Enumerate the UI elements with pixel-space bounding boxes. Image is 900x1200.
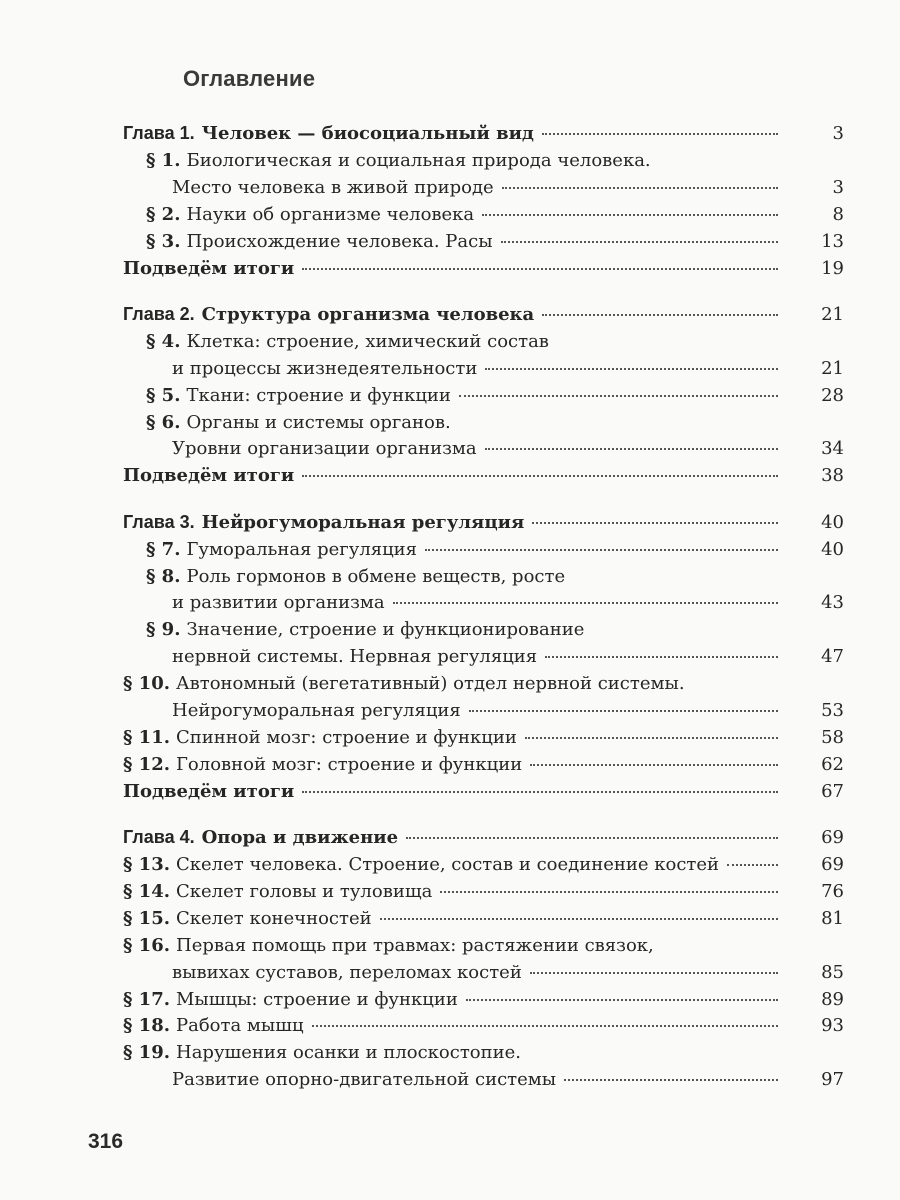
page-ref: 3 bbox=[832, 176, 844, 198]
section-number: § 17. bbox=[123, 988, 170, 1010]
section-title-line: и развитии организма bbox=[172, 592, 385, 614]
summary-label: Подведём итоги bbox=[123, 465, 295, 487]
dot-leader bbox=[469, 710, 778, 712]
toc-section-entry[interactable] bbox=[0, 358, 900, 384]
dot-leader bbox=[542, 133, 778, 135]
page-ref: 67 bbox=[821, 780, 844, 802]
toc-section-entry[interactable] bbox=[0, 412, 900, 438]
toc-chapter-entry[interactable] bbox=[0, 123, 900, 149]
chapter-label: Глава 2. bbox=[123, 303, 195, 324]
section-title-line: вывихах суставов, переломах костей bbox=[172, 961, 522, 983]
toc-section-entry[interactable] bbox=[0, 177, 900, 203]
dot-leader bbox=[501, 241, 778, 243]
dot-leader bbox=[545, 656, 778, 658]
section-number: § 5. bbox=[146, 384, 181, 406]
toc-section-entry[interactable] bbox=[0, 1042, 900, 1068]
section-title-line: Скелет конечностей bbox=[176, 907, 372, 929]
section-number: § 4. bbox=[146, 330, 181, 352]
toc-section-entry[interactable] bbox=[0, 935, 900, 961]
section-title-line: Скелет головы и туловища bbox=[176, 880, 433, 902]
toc-section-entry[interactable] bbox=[0, 1069, 900, 1095]
section-title-line: Науки об организме человека bbox=[186, 203, 475, 225]
section-title-line: Значение, строение и функционирование bbox=[186, 619, 585, 641]
page-ref: 93 bbox=[821, 1015, 844, 1037]
toc-section-entry[interactable] bbox=[0, 673, 900, 699]
dot-leader bbox=[302, 268, 778, 270]
section-title-line: Спинной мозг: строение и функции bbox=[176, 726, 517, 748]
dot-leader bbox=[302, 475, 778, 477]
section-title-line: Головной мозг: строение и функции bbox=[176, 753, 523, 775]
toc-summary-entry[interactable] bbox=[0, 465, 900, 491]
section-number: § 11. bbox=[123, 726, 170, 748]
section-title-line: нервной системы. Нервная регуляция bbox=[172, 646, 538, 668]
section-title-line: Биологическая и социальная природа человека. bbox=[186, 149, 651, 171]
page-ref: 40 bbox=[821, 511, 844, 533]
chapter-label: Глава 1. bbox=[123, 123, 195, 143]
page-ref: 58 bbox=[821, 726, 844, 748]
toc-summary-entry[interactable] bbox=[0, 781, 900, 807]
section-title-line: Клетка: строение, химический состав bbox=[186, 330, 549, 352]
summary-label: Подведём итоги bbox=[123, 257, 295, 279]
toc-section-entry[interactable] bbox=[0, 700, 900, 726]
section-title-line: Роль гормонов в обмене веществ, росте bbox=[186, 565, 566, 587]
section-number: § 8. bbox=[146, 565, 181, 587]
toc-section-entry[interactable] bbox=[0, 646, 900, 672]
section-number: § 10. bbox=[123, 673, 170, 695]
section-title-line: Скелет человека. Строение, состав и соединение костей bbox=[176, 854, 720, 875]
section-number: § 12. bbox=[123, 753, 170, 775]
chapter-title: Структура организма человека bbox=[201, 303, 535, 325]
toc-section-entry[interactable] bbox=[0, 908, 900, 934]
toc-chapter-entry[interactable] bbox=[0, 827, 900, 853]
section-number: § 9. bbox=[146, 619, 181, 641]
toc-section-entry[interactable] bbox=[0, 962, 900, 988]
page-ref: 28 bbox=[821, 384, 844, 406]
section-number: § 15. bbox=[123, 907, 170, 929]
toc-section-entry[interactable] bbox=[0, 592, 900, 618]
chapter-label: Глава 4. bbox=[123, 827, 195, 848]
section-title-line: Нарушения осанки и плоскостопие. bbox=[176, 1042, 522, 1064]
dot-leader bbox=[485, 448, 778, 450]
section-title-line: Гуморальная регуляция bbox=[186, 538, 418, 560]
page-ref: 89 bbox=[821, 988, 844, 1010]
page-ref: 3 bbox=[832, 123, 844, 144]
page-ref: 8 bbox=[832, 203, 844, 225]
section-number: § 6. bbox=[146, 411, 181, 433]
toc-summary-entry[interactable] bbox=[0, 258, 900, 284]
toc-section-entry[interactable] bbox=[0, 438, 900, 464]
toc-section-entry[interactable] bbox=[0, 619, 900, 645]
section-number: § 18. bbox=[123, 1015, 170, 1037]
dot-leader bbox=[466, 999, 778, 1001]
section-number: § 1. bbox=[146, 149, 181, 171]
page-ref: 81 bbox=[821, 907, 844, 929]
page-ref: 34 bbox=[821, 438, 844, 460]
chapter-title: Нейрогуморальная регуляция bbox=[201, 511, 525, 533]
page-ref: 47 bbox=[821, 646, 844, 668]
page-ref: 21 bbox=[821, 303, 844, 325]
toc-section-entry[interactable] bbox=[0, 727, 900, 753]
dot-leader bbox=[406, 837, 778, 839]
toc-section-entry[interactable] bbox=[0, 1015, 900, 1041]
toc-section-entry[interactable] bbox=[0, 150, 900, 176]
section-title-line: Мышцы: строение и функции bbox=[176, 988, 458, 1010]
toc-chapter-entry[interactable] bbox=[0, 304, 900, 330]
toc-section-entry[interactable] bbox=[0, 566, 900, 592]
toc-section-entry[interactable] bbox=[0, 331, 900, 357]
section-title-line: и процессы жизнедеятельности bbox=[172, 357, 478, 379]
page-ref: 43 bbox=[821, 592, 844, 614]
page-ref: 53 bbox=[821, 700, 844, 721]
page-ref: 85 bbox=[821, 961, 844, 983]
dot-leader bbox=[532, 522, 778, 524]
dot-leader bbox=[380, 918, 778, 920]
dot-leader bbox=[530, 764, 778, 766]
toc-section-entry[interactable] bbox=[0, 854, 900, 880]
page-ref: 40 bbox=[821, 538, 844, 560]
toc-section-entry[interactable] bbox=[0, 204, 900, 230]
toc-chapter-entry[interactable] bbox=[0, 512, 900, 538]
section-number: § 13. bbox=[123, 854, 170, 875]
section-title-line: Первая помощь при травмах: растяжении связок, bbox=[176, 934, 654, 956]
toc-section-entry[interactable] bbox=[0, 385, 900, 411]
section-number: § 2. bbox=[146, 203, 181, 225]
section-number: § 19. bbox=[123, 1042, 170, 1064]
dot-leader bbox=[302, 791, 778, 793]
dot-leader bbox=[727, 864, 778, 866]
dot-leader bbox=[525, 737, 778, 739]
section-title-line: Автономный (вегетативный) отдел нервной системы. bbox=[176, 673, 685, 695]
page-ref: 62 bbox=[821, 753, 844, 775]
chapter-title: Опора и движение bbox=[201, 827, 399, 849]
page-ref: 38 bbox=[821, 465, 844, 487]
summary-label: Подведём итоги bbox=[123, 780, 295, 802]
toc-section-entry[interactable] bbox=[0, 539, 900, 565]
toc-section-entry[interactable] bbox=[0, 754, 900, 780]
section-number: § 14. bbox=[123, 880, 170, 902]
section-number: § 7. bbox=[146, 538, 181, 560]
section-number: § 3. bbox=[146, 230, 181, 252]
dot-leader bbox=[482, 214, 778, 216]
section-title-line: Развитие опорно-двигательной системы bbox=[172, 1069, 557, 1091]
dot-leader bbox=[502, 187, 778, 189]
dot-leader bbox=[393, 602, 778, 604]
section-title-line: Место человека в живой природе bbox=[172, 176, 494, 198]
section-title-line: Нейрогуморальная регуляция bbox=[172, 700, 461, 721]
page-ref: 69 bbox=[821, 854, 844, 875]
section-title-line: Уровни организации организма bbox=[172, 438, 477, 460]
section-number: § 16. bbox=[123, 934, 170, 956]
section-title-line: Органы и системы органов. bbox=[186, 411, 451, 433]
page-ref: 19 bbox=[821, 257, 844, 279]
dot-leader bbox=[485, 368, 778, 370]
dot-leader bbox=[459, 395, 778, 397]
toc-section-entry[interactable] bbox=[0, 881, 900, 907]
toc-section-entry[interactable] bbox=[0, 231, 900, 257]
chapter-label: Глава 3. bbox=[123, 511, 195, 532]
page-ref: 13 bbox=[821, 230, 844, 252]
dot-leader bbox=[542, 314, 778, 316]
dot-leader bbox=[530, 972, 778, 974]
toc-heading: Оглавление bbox=[183, 66, 316, 91]
chapter-title: Человек — биосоциальный вид bbox=[201, 123, 534, 144]
section-title-line: Ткани: строение и функции bbox=[186, 384, 451, 406]
page-number: 316 bbox=[88, 1130, 124, 1153]
dot-leader bbox=[312, 1025, 778, 1027]
toc-section-entry[interactable] bbox=[0, 989, 900, 1015]
dot-leader bbox=[440, 891, 778, 893]
page-ref: 69 bbox=[821, 827, 844, 849]
page-ref: 76 bbox=[821, 880, 844, 902]
section-title-line: Работа мышц bbox=[176, 1015, 304, 1037]
dot-leader bbox=[425, 549, 778, 551]
page-ref: 97 bbox=[821, 1069, 844, 1091]
dot-leader bbox=[564, 1079, 778, 1081]
page-ref: 21 bbox=[821, 357, 844, 379]
section-title-line: Происхождение человека. Расы bbox=[186, 230, 493, 252]
